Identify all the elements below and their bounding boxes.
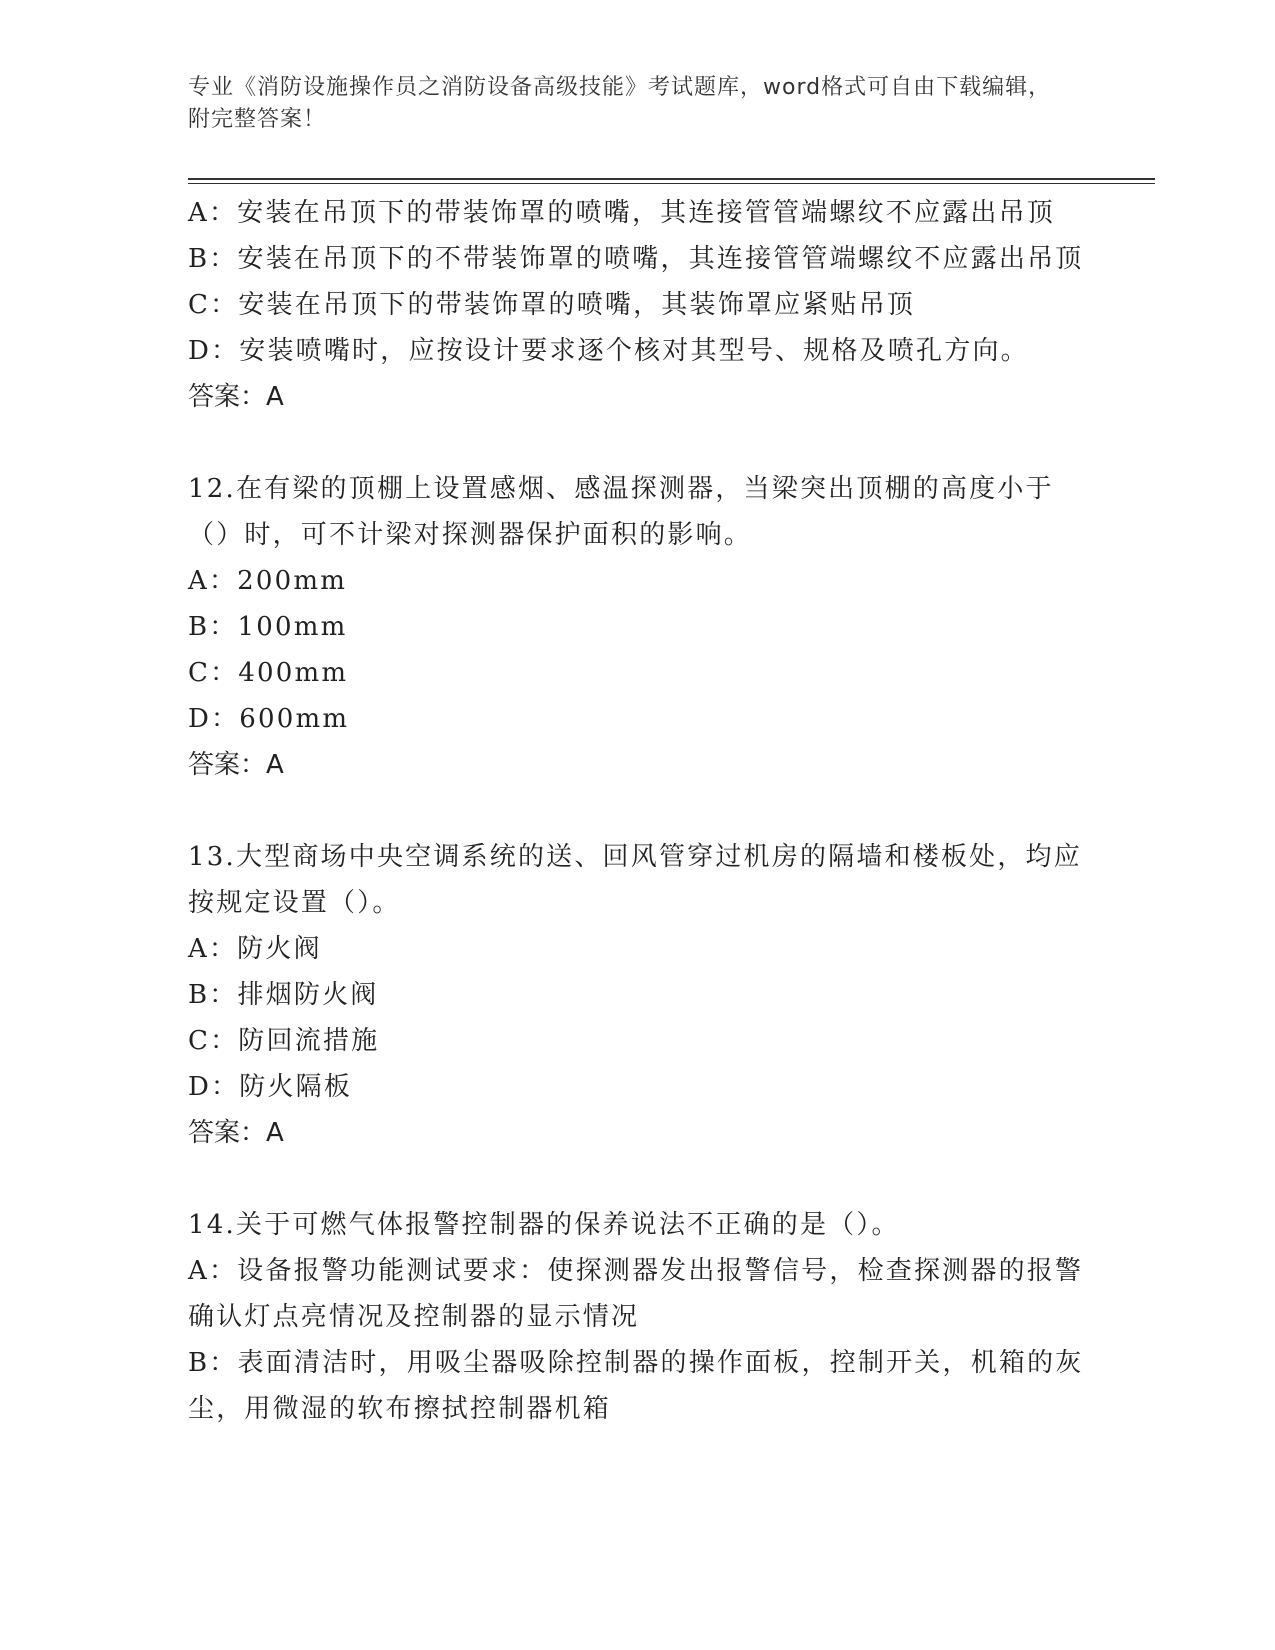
option-b: B：安装在吊顶下的不带装饰罩的喷嘴，其连接管管端螺纹不应露出吊顶 [188, 244, 1084, 274]
spacer [188, 1156, 1088, 1202]
answer-line: 答案：A [188, 382, 284, 412]
question-stem: 13.大型商场中央空调系统的送、回风管穿过机房的隔墙和楼板处，均应按规定设置（）。 [188, 842, 1082, 918]
answer-line: 答案：A [188, 1118, 284, 1148]
question-12 [188, 466, 1088, 788]
spacer [188, 788, 1088, 834]
spacer [188, 420, 1088, 466]
option-a: A：安装在吊顶下的带装饰罩的喷嘴，其连接管管端螺纹不应露出吊顶 [188, 198, 1055, 228]
answer-line: 答案：A [188, 750, 284, 780]
option-a: A：防火阀 [188, 934, 322, 964]
header-divider [188, 178, 1155, 184]
question-stem: 12.在有梁的顶棚上设置感烟、感温探测器，当梁突出顶棚的高度小于（）时，可不计梁对探测器保护面积的影响。 [188, 474, 1054, 550]
option-a: A：设备报警功能测试要求：使探测器发出报警信号，检查探测器的报警确认灯点亮情况及控制器的显示情况 [188, 1256, 1084, 1332]
option-a: A：200mm [188, 566, 348, 596]
option-b: B：排烟防火阀 [188, 980, 379, 1010]
question-stem: 14.关于可燃气体报警控制器的保养说法不正确的是（）。 [188, 1210, 900, 1240]
document-body [188, 190, 1088, 1432]
question-14 [188, 1202, 1088, 1432]
option-b: B：100mm [188, 612, 348, 642]
option-c: C：防回流措施 [188, 1026, 380, 1056]
option-c: C：400mm [188, 658, 349, 688]
question-11-options [188, 190, 1088, 420]
option-b: B：表面清洁时，用吸尘器吸除控制器的操作面板，控制开关，机箱的灰尘，用微湿的软布擦拭控制器机箱 [188, 1348, 1084, 1424]
option-d: D：安装喷嘴时，应按设计要求逐个核对其型号、规格及喷孔方向。 [188, 336, 1029, 366]
option-c: C：安装在吊顶下的带装饰罩的喷嘴，其装饰罩应紧贴吊顶 [188, 290, 916, 320]
question-13 [188, 834, 1088, 1156]
page-header-text: 专业《消防设施操作员之消防设备高级技能》考试题库，word格式可自由下载编辑，附完整答案！ [188, 75, 1052, 132]
option-d: D：600mm [188, 704, 350, 734]
option-d: D：防火隔板 [188, 1072, 353, 1102]
